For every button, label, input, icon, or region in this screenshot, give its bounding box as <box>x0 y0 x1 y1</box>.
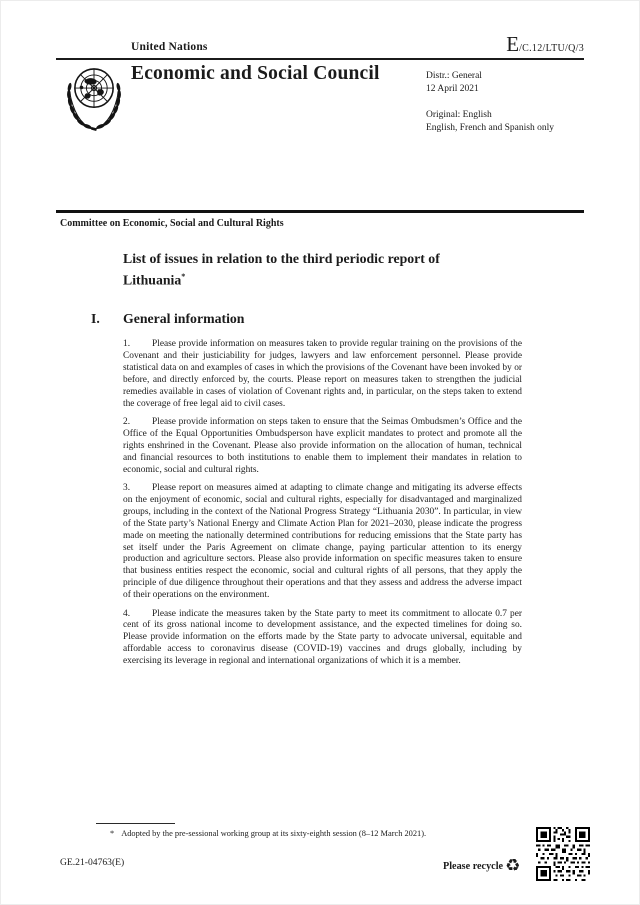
document-reference-number: GE.21-04763(E) <box>60 857 125 868</box>
section-number: I. <box>91 311 100 326</box>
un-emblem-icon <box>61 62 127 134</box>
original-language-line: Original: English <box>426 110 492 120</box>
committee-name: Committee on Economic, Social and Cultural Rights <box>60 218 284 229</box>
org-name: United Nations <box>131 41 208 53</box>
paragraph-2 <box>123 417 522 477</box>
paragraph-2-text: Please provide information on steps taken to ensure that the Seimas Ombudsmen’s Office and the Office of the Equal Opportunities Ombudsperson have explicit mandates to protect and promote all the rights enshrined in the Covenant. Please also provide information on the allocation of human, technical and financial resources to both institutions to enable them to implement their mandates in relation to economic, social and cultural rights. <box>123 416 522 475</box>
paragraph-2-number: 2. <box>123 416 131 427</box>
paragraph-1-number: 1. <box>123 339 131 349</box>
footnote-text: Adopted by the pre-sessional working group at its sixty-eighth session (8–12 March 2021). <box>121 829 427 838</box>
document-symbol-rest: /C.12/LTU/Q/3 <box>519 43 584 54</box>
paragraph-4-number: 4. <box>123 608 131 619</box>
paragraph-3 <box>123 483 522 602</box>
document-symbol <box>506 34 584 55</box>
document-title-text: List of issues in relation to the third periodic report of Lithuania <box>123 251 440 288</box>
paragraph-4-text: Please indicate the measures taken by the State party to meet its commitment to allocate 0.7 per cent of its gross national income to development assistance, and the expected timelines for doing so. Please provide information on the efforts made by the State party to advocate universal, equitable and affordable access to coronavirus disease (COVID-19) vaccines and drugs globally, including by exercising its leverage in regional and international organizations of which it is a member. <box>123 608 522 667</box>
please-recycle <box>443 858 520 875</box>
footnote <box>97 829 497 840</box>
title-footnote-marker: * <box>181 271 186 281</box>
footnote-marker: * <box>110 829 115 838</box>
languages-line: English, French and Spanish only <box>426 123 554 133</box>
distribution-block <box>426 70 554 148</box>
paragraph-3-number: 3. <box>123 482 131 493</box>
date-line: 12 April 2021 <box>426 84 479 94</box>
paragraph-1-text: Please provide information on measures taken to provide regular training on the provisions of the Covenant and their justiciability for judges, lawyers and law enforcement personnel. Please provide statistical data on and examples of cases in which the provisions of the Covenant have been invoked by or before, and directly enforced by, the courts. Please report on measures taken to strengthen the judicial remedies available in cases of violation of Covenant rights and, in particular, on the steps taken to extend the coverage of free legal aid to civil cases. <box>123 339 522 409</box>
separator-rule-thick <box>56 210 584 213</box>
please-recycle-label: Please recycle <box>443 861 504 872</box>
section-heading <box>91 311 244 327</box>
qr-code <box>536 827 590 881</box>
document-title <box>123 250 503 289</box>
header-rule-thin <box>56 58 584 60</box>
document-symbol-initial: E <box>506 32 520 56</box>
paragraph-3-text: Please report on measures aimed at adapting to climate change and mitigating its adverse effects on the enjoyment of economic, social and cultural rights, especially for disadvantaged and marginalized groups, including in the context of the National Progress Strategy “Lithuania 2030”. In particular, in view of the State party’s National Energy and Climate Action Plan for 2021–2030, please indicate the progress made on meeting the nationally determined contributions for reducing emissions that the State party has set itself under the Paris Agreement on climate change, paying particular attention to its energy production and agriculture sectors. Please also provide information on specific measures taken to ensure that business entities respect the economic, social and cultural rights of all persons, that they apply the principle of due diligence throughout their operations and that they assess and address the adverse impact of their operations on the environment. <box>123 482 522 601</box>
section-title: General information <box>123 311 245 326</box>
paragraph-1 <box>123 339 522 410</box>
paragraph-4 <box>123 609 522 669</box>
distr-line: Distr.: General <box>426 71 482 81</box>
recycle-icon: ♻ <box>505 856 521 876</box>
body-content <box>123 339 522 675</box>
council-title: Economic and Social Council <box>131 63 380 84</box>
footnote-rule <box>96 823 175 824</box>
